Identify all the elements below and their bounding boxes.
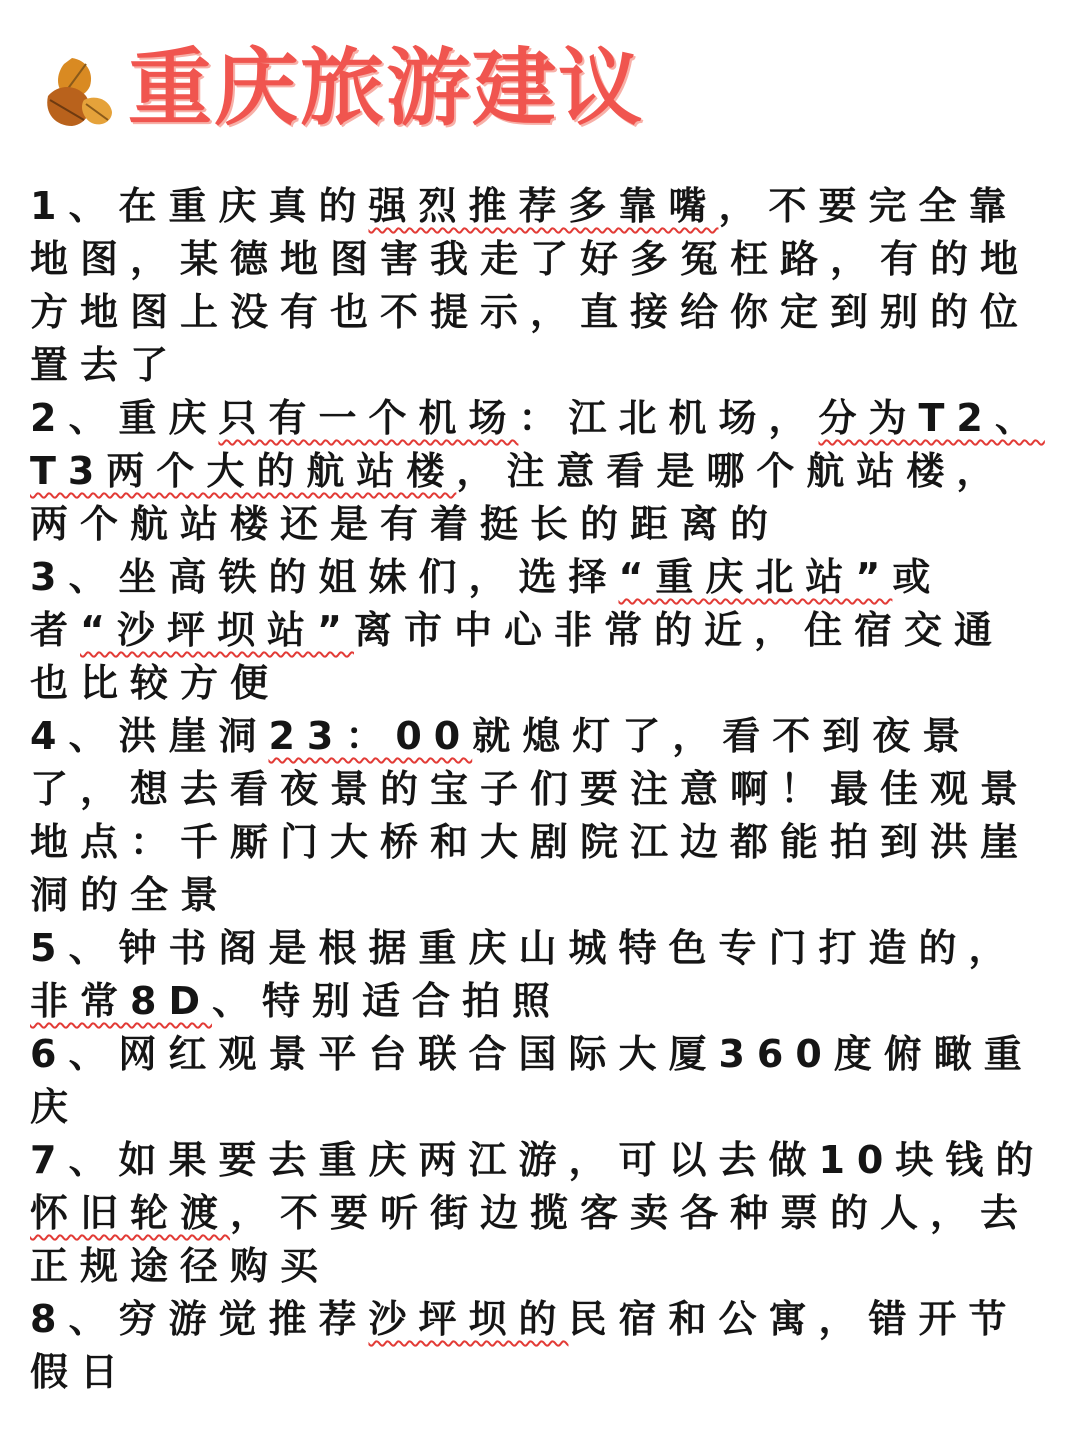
tip-text: 就熄灯了，看不到夜景了，想去看夜景的宝子们要注意啊！最佳观景地点：千厮门大桥和大剧院江边都能拍到洪崖洞的全景 (30, 714, 1031, 917)
tip-text: ，不要完全靠地图，某德地图害我走了好多冤枉路，有的地方地图上没有也不提示，直接给你定到别的位置去了 (30, 184, 1031, 387)
tip-text: 5、钟书阁是根据重庆山城特色专门打造的， (30, 926, 1019, 970)
tip-text: 2、重庆 (30, 396, 219, 440)
highlighted-text: 沙坪坝的 (368, 1297, 569, 1341)
tip-item-4 (30, 710, 1050, 922)
highlighted-text: 23：00 (268, 714, 473, 758)
tip-text: 或者 (30, 555, 943, 652)
tip-item-3 (30, 551, 1050, 710)
highlighted-text: 分为T2、T3两个大的航站楼 (30, 396, 1045, 493)
tip-text: 7、如果要去重庆两江游，可以去做10块钱的 (30, 1138, 1046, 1182)
tip-text: 民宿和公寓，错开节假日 (30, 1297, 1019, 1394)
tip-item-5 (30, 922, 1050, 1028)
tip-item-8 (30, 1293, 1050, 1399)
highlighted-text: 只有一个机场 (218, 396, 519, 440)
tip-text: 8、穷游觉推荐 (30, 1297, 369, 1341)
tip-item-2 (30, 392, 1050, 551)
tip-text: ，注意看是哪个航站楼，两个航站楼还是有着挺长的距离的 (30, 449, 1007, 546)
page-header (28, 28, 1048, 148)
highlighted-text: “沙坪坝站” (80, 608, 354, 652)
highlighted-text: “重庆北站” (618, 555, 893, 599)
highlighted-text: 强烈推荐多靠嘴 (368, 184, 719, 228)
tip-item-1 (30, 180, 1050, 392)
tip-text: ：江北机场， (518, 396, 819, 440)
tip-text: ，不要听街边揽客卖各种票的人，去正规途径购买 (30, 1191, 1031, 1288)
tip-item-7 (30, 1134, 1050, 1293)
tip-text: 6、网红观景平台联合国际大厦360度俯瞰重庆 (30, 1032, 1034, 1129)
tip-text: 4、洪崖洞 (30, 714, 269, 758)
tip-text: 、特别适合拍照 (211, 979, 562, 1023)
highlighted-text: 怀旧轮渡 (30, 1191, 231, 1235)
tips-list (30, 180, 1050, 1399)
tip-item-6 (30, 1028, 1050, 1134)
page-title: 重庆旅游建议 (128, 39, 645, 137)
tip-text: 3、坐高铁的姐妹们，选择 (30, 555, 619, 599)
tip-text: 1、在重庆真的 (30, 184, 369, 228)
highlighted-text: 非常8D (30, 979, 212, 1023)
tip-text: 离市中心非常的近，住宿交通也比较方便 (30, 608, 1004, 705)
autumn-leaves-icon (28, 40, 124, 136)
